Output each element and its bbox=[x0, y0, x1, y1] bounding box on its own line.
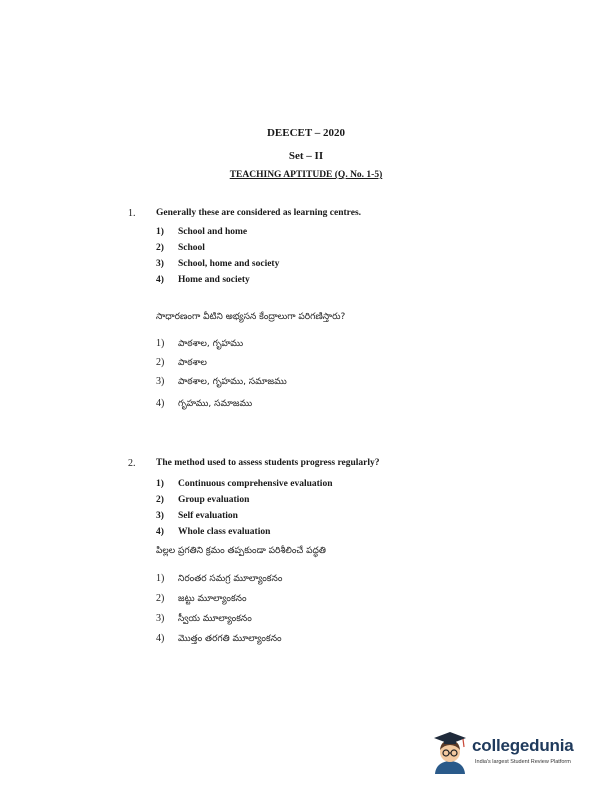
set-label: Set – II bbox=[288, 150, 324, 162]
option-te-4: 4) మొత్తం తరగతి మూల్యాంకనం bbox=[156, 633, 282, 644]
question-number: 1. bbox=[128, 208, 136, 219]
option-en-2: 2) Group evaluation bbox=[156, 495, 250, 505]
option-te-3: 3) పాఠశాల, గృహము, సమాజము bbox=[156, 376, 287, 387]
option-en-1: 1) Continuous comprehensive evaluation bbox=[156, 479, 333, 489]
option-te-1: 1) నిరంతర సమగ్ర మూల్యాంకనం bbox=[156, 573, 283, 584]
section-title: TEACHING APTITUDE (Q. No. 1-5) bbox=[229, 170, 383, 180]
question-text-en: Generally these are considered as learning centres. bbox=[156, 208, 362, 218]
option-en-3: 3) School, home and society bbox=[156, 259, 280, 269]
option-te-3: 3) స్వీయ మూల్యాంకనం bbox=[156, 613, 252, 624]
option-en-1: 1) School and home bbox=[156, 227, 248, 237]
collegedunia-logo[interactable] bbox=[430, 730, 610, 780]
option-en-4: 4) Whole class evaluation bbox=[156, 527, 271, 537]
option-en-2: 2) School bbox=[156, 243, 205, 253]
question-text-te: పిల్లల ప్రగతిని క్రమం తప్పకుండా పరిశీలించే పద్ధతి bbox=[156, 546, 326, 556]
question-number: 2. bbox=[128, 458, 136, 469]
exam-title: DEECET – 2020 bbox=[266, 127, 346, 139]
option-te-2: 2) పాఠశాల bbox=[156, 357, 207, 368]
option-te-2: 2) జట్టు మూల్యాంకనం bbox=[156, 593, 247, 604]
option-en-3: 3) Self evaluation bbox=[156, 511, 238, 521]
question-text-te: సాధారణంగా వీటిని అభ్యసన కేంద్రాలుగా పరిగణిస్తారు? bbox=[156, 312, 346, 322]
logo-tagline: India's largest Student Review Platform bbox=[475, 759, 571, 765]
option-en-4: 4) Home and society bbox=[156, 275, 250, 285]
logo-wordmark: collegedunia bbox=[472, 736, 574, 755]
option-te-1: 1) పాఠశాల, గృహము bbox=[156, 338, 244, 349]
question-text-en: The method used to assess students progress regularly? bbox=[156, 458, 380, 468]
graduate-avatar-icon bbox=[430, 730, 470, 779]
option-te-4: 4) గృహము, సమాజము bbox=[156, 398, 253, 409]
